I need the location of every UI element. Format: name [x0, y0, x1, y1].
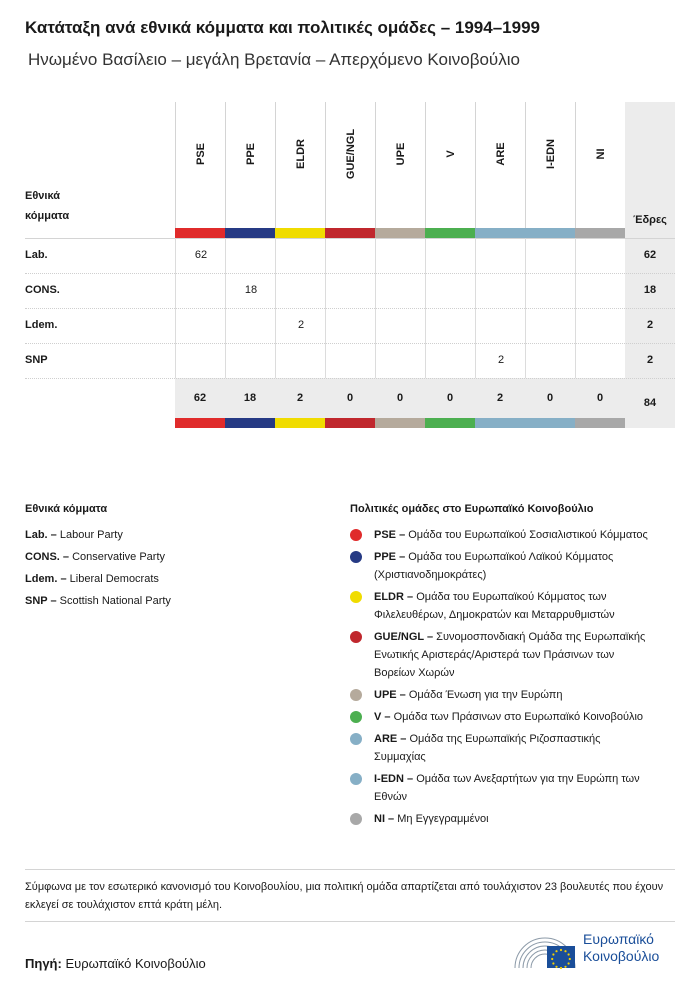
seat-cell	[475, 273, 526, 308]
page-title: Κατάταξη ανά εθνικά κόμματα και πολιτικές ομάδες – 1994–1999	[25, 18, 540, 37]
group-code-label: ELDR	[295, 139, 307, 169]
group-column-header	[475, 102, 526, 228]
group-color-bar	[475, 228, 525, 238]
seat-cell	[275, 238, 326, 273]
group-legend-item: PSE – Ομάδα του Ευρωπαϊκού Σοσιαλιστικού Κόμματος	[374, 529, 648, 541]
row-total-cell: 18	[643, 284, 657, 296]
group-color-bar	[575, 418, 625, 428]
group-color-bar	[425, 228, 475, 238]
group-color-bar	[175, 228, 225, 238]
group-code-label: UPE	[395, 142, 407, 166]
seat-cell	[375, 238, 426, 273]
group-total-cell: 0	[546, 392, 554, 404]
seat-cell	[575, 273, 626, 308]
group-column-header	[325, 102, 376, 228]
group-total-cell: 0	[396, 392, 404, 404]
group-color-dot	[350, 529, 362, 541]
row-total-cell: 62	[643, 249, 657, 261]
seat-cell	[475, 308, 526, 343]
seat-cell	[525, 238, 576, 273]
seat-cell	[425, 308, 476, 343]
seat-cell	[575, 308, 626, 343]
source-line	[25, 956, 206, 971]
seat-cell	[175, 273, 226, 308]
source-value: Ευρωπαϊκό Κοινοβούλιο	[65, 956, 206, 971]
seat-cell	[375, 273, 426, 308]
party-label: CONS.	[25, 284, 60, 296]
group-column-header	[225, 102, 276, 228]
european-parliament-logo	[513, 930, 678, 970]
group-code-label: V	[445, 150, 457, 158]
group-color-bar	[525, 418, 575, 428]
group-color-bar	[275, 418, 325, 428]
seat-cell	[525, 343, 576, 378]
group-column-header	[275, 102, 326, 228]
group-color-bar	[325, 418, 375, 428]
group-total-cell: 0	[346, 392, 354, 404]
group-legend-item: V – Ομάδα των Πράσινων στο Ευρωπαϊκό Κοινοβούλιο	[374, 711, 644, 723]
group-code-label: GUE/NGL	[345, 128, 357, 180]
seat-cell: 62	[175, 238, 226, 273]
group-color-dot	[350, 813, 362, 825]
party-label: Ldem.	[25, 319, 58, 331]
group-code-label: ARE	[495, 142, 507, 166]
table-row	[25, 308, 675, 344]
group-total-cell: 2	[296, 392, 304, 404]
group-code-label: I-EDN	[545, 139, 557, 169]
seat-cell	[375, 343, 426, 378]
national-legend-heading: Εθνικά κόμματα	[25, 503, 108, 515]
group-legend-item: I-EDN – Ομάδα των Ανεξαρτήτων για την Ευρώπη των Εθνών	[374, 773, 640, 803]
divider	[25, 869, 675, 870]
seat-cell	[175, 343, 226, 378]
table-row	[25, 273, 675, 309]
group-column-header	[575, 102, 626, 228]
group-code-label: PSE	[195, 143, 207, 166]
seat-cell	[525, 308, 576, 343]
source-label: Πηγή:	[25, 956, 62, 971]
group-color-bar	[575, 228, 625, 238]
national-legend-item: Ldem. – Liberal Democrats	[25, 573, 159, 585]
group-column-header	[175, 102, 226, 228]
group-code-label: PPE	[245, 143, 257, 166]
seat-cell	[275, 343, 326, 378]
seat-cell	[525, 273, 576, 308]
group-legend-item: ARE – Ομάδα της Ευρωπαϊκής Ριζοσπαστικής Συμμαχίας	[374, 733, 601, 763]
group-column-header	[375, 102, 426, 228]
group-color-bar	[275, 228, 325, 238]
seat-cell	[575, 238, 626, 273]
group-total-cell: 0	[596, 392, 604, 404]
seats-header: Έδρες	[633, 214, 667, 226]
group-legend-item: GUE/NGL – Συνομοσπονδιακή Ομάδα της Ευρωπαϊκής Ενωτικής Αριστεράς/Αριστερά των Πράσινων των Βορείων Χωρών	[374, 631, 646, 679]
group-color-bar	[475, 418, 525, 428]
group-total-cell: 18	[243, 392, 257, 404]
seat-cell	[425, 238, 476, 273]
group-color-dot	[350, 689, 362, 701]
group-legend-item: UPE – Ομάδα Ένωση για την Ευρώπη	[374, 689, 563, 701]
national-legend-item: CONS. – Conservative Party	[25, 551, 166, 563]
group-color-dot	[350, 773, 362, 785]
logo-text: Ευρωπαϊκό Κοινοβούλιο	[583, 931, 660, 964]
national-legend-item: Lab. – Labour Party	[25, 529, 123, 541]
group-total-cell: 62	[193, 392, 207, 404]
seat-cell	[175, 308, 226, 343]
party-label: Lab.	[25, 249, 48, 261]
group-color-bar	[225, 228, 275, 238]
seat-cell	[275, 273, 326, 308]
seat-cell: 2	[475, 343, 526, 378]
group-code-label: NI	[595, 148, 607, 160]
group-column-header	[525, 102, 576, 228]
page-subtitle: Ηνωμένο Βασίλειο – μεγάλη Βρετανία – Απερχόμενο Κοινοβούλιο	[28, 50, 520, 69]
parliament-hemicycle-icon	[513, 930, 577, 970]
divider	[25, 921, 675, 922]
group-color-dot	[350, 591, 362, 603]
group-color-dot	[350, 631, 362, 643]
group-legend-item: ELDR – Ομάδα του Ευρωπαϊκού Κόμματος των Φιλελευθέρων, Δημοκρατών και Μεταρρυθμιστών	[374, 591, 615, 621]
seat-cell: 2	[275, 308, 326, 343]
seat-cell	[475, 238, 526, 273]
seat-cell: 18	[225, 273, 276, 308]
footnote: Σύμφωνα με τον εσωτερικό κανονισμό του Κοινοβουλίου, μια πολιτική ομάδα απαρτίζεται από τουλάχιστον 23 βουλευτές που έχουν εκλεγεί σε τουλάχιστον επτά κράτη μέλη.	[25, 881, 664, 911]
seat-cell	[225, 238, 276, 273]
seat-cell	[225, 343, 276, 378]
seat-cell	[225, 308, 276, 343]
seat-cell	[325, 238, 376, 273]
row-total-cell: 2	[646, 319, 654, 331]
seat-cell	[325, 343, 376, 378]
seat-cell	[425, 273, 476, 308]
seat-cell	[425, 343, 476, 378]
group-legend-heading: Πολιτικές ομάδες στο Ευρωπαϊκό Κοινοβούλιο	[350, 503, 594, 515]
group-legend-item: PPE – Ομάδα του Ευρωπαϊκού Λαϊκού Κόμματος (Χριστιανοδημοκράτες)	[374, 551, 614, 581]
row-total-cell: 2	[646, 354, 654, 366]
row-header-label: Εθνικά κόμματα	[25, 190, 70, 222]
seat-cell	[575, 343, 626, 378]
group-color-bar	[375, 228, 425, 238]
national-legend-item: SNP – Scottish National Party	[25, 595, 171, 607]
seat-cell	[325, 308, 376, 343]
totals-row	[175, 378, 625, 418]
table-row	[25, 238, 675, 274]
group-color-dot	[350, 551, 362, 563]
group-total-cell: 2	[496, 392, 504, 404]
group-color-bar	[425, 418, 475, 428]
party-label: SNP	[25, 354, 48, 366]
group-legend-item: NI – Μη Εγγεγραμμένοι	[374, 813, 489, 825]
group-color-bar	[225, 418, 275, 428]
group-color-bar	[375, 418, 425, 428]
table-header	[25, 102, 675, 239]
seat-cell	[375, 308, 426, 343]
group-color-dot	[350, 733, 362, 745]
seat-cell	[325, 273, 376, 308]
grand-total: 84	[643, 397, 657, 409]
group-color-bar	[525, 228, 575, 238]
group-color-bar	[175, 418, 225, 428]
group-column-header	[425, 102, 476, 228]
group-color-dot	[350, 711, 362, 723]
group-color-bar	[325, 228, 375, 238]
group-total-cell: 0	[446, 392, 454, 404]
table-row	[25, 343, 675, 379]
